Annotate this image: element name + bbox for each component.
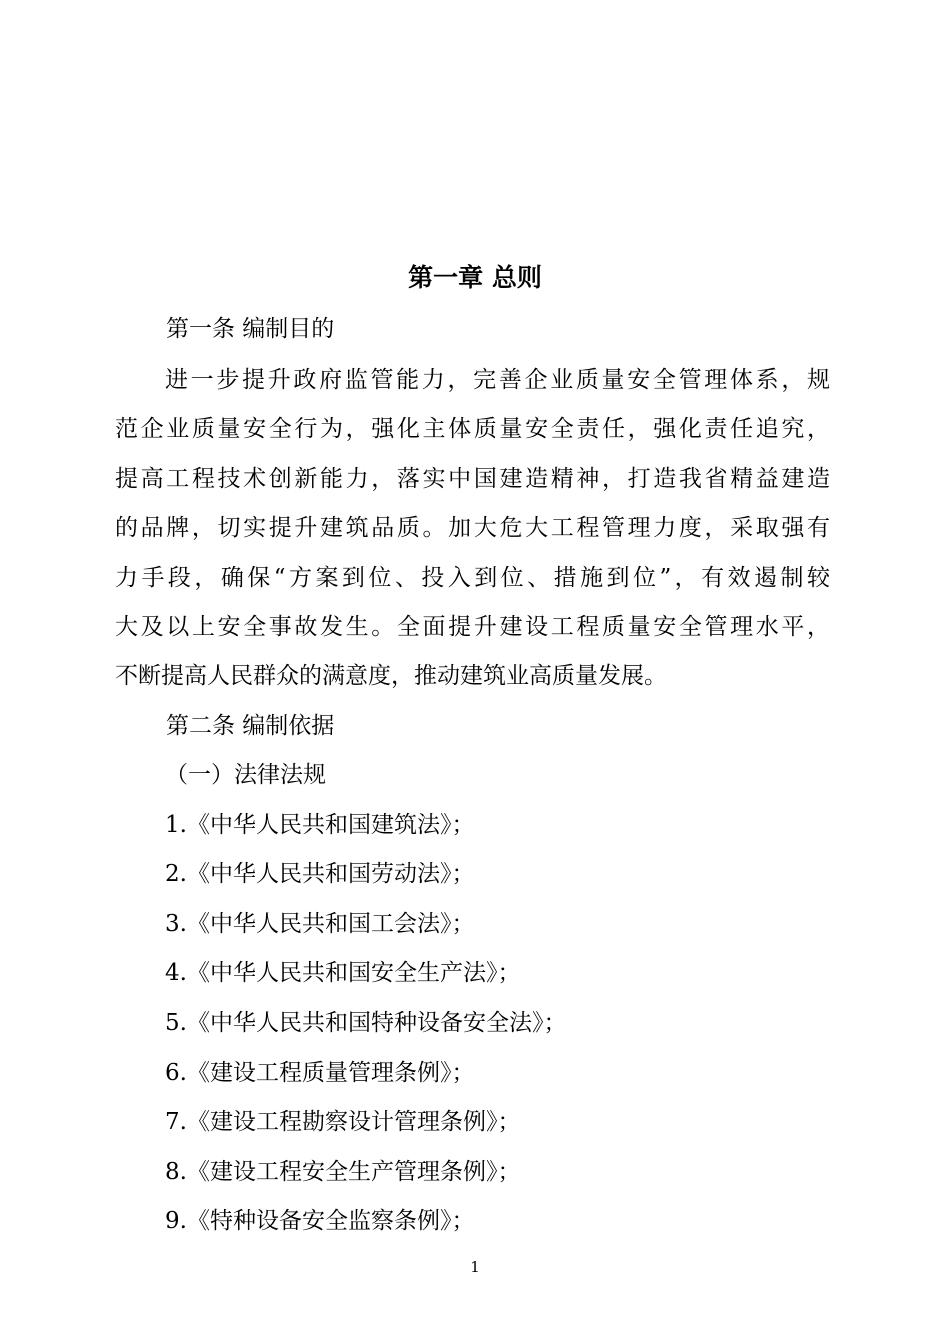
list-item: 6.《建设工程质量管理条例》； — [165, 1060, 475, 1086]
list-item: 7.《建设工程勘察设计管理条例》； — [165, 1109, 521, 1135]
list-item: 8.《建设工程安全生产管理条例》； — [165, 1159, 521, 1185]
list-item: 3.《中华人民共和国工会法》； — [165, 911, 475, 937]
paragraph-line: 的品牌，切实提升建筑品质。加大危大工程管理力度，采取强有 — [115, 515, 830, 541]
paragraph-line: 力手段，确保“方案到位、投入到位、措施到位”，有效遏制较 — [115, 565, 830, 591]
list-item: 1.《中华人民共和国建筑法》； — [165, 812, 475, 838]
list-item: 5.《中华人民共和国特种设备安全法》； — [165, 1010, 567, 1036]
list-item: 4.《中华人民共和国安全生产法》； — [165, 960, 521, 986]
article-heading: 第一条 编制目的 — [166, 316, 335, 342]
list-item: 9.《特种设备安全监察条例》； — [165, 1208, 475, 1234]
list-item: 2.《中华人民共和国劳动法》； — [165, 861, 475, 887]
paragraph-line: 不断提高人民群众的满意度，推动建筑业高质量发展。 — [115, 663, 667, 689]
paragraph-line: 范企业质量安全行为，强化主体质量安全责任，强化责任追究， — [115, 416, 830, 442]
paragraph-line: 提高工程技术创新能力，落实中国建造精神，打造我省精益建造 — [115, 466, 830, 492]
chapter-title: 第一章 总则 — [408, 263, 542, 292]
paragraph-line: 大及以上安全事故发生。全面提升建设工程质量安全管理水平， — [115, 614, 830, 640]
article-heading: 第二条 编制依据 — [166, 713, 335, 739]
page-number: 1 — [470, 1258, 480, 1276]
paragraph-line: 进一步提升政府监管能力，完善企业质量安全管理体系，规 — [165, 367, 830, 393]
section-subheading: （一）法律法规 — [165, 762, 326, 788]
